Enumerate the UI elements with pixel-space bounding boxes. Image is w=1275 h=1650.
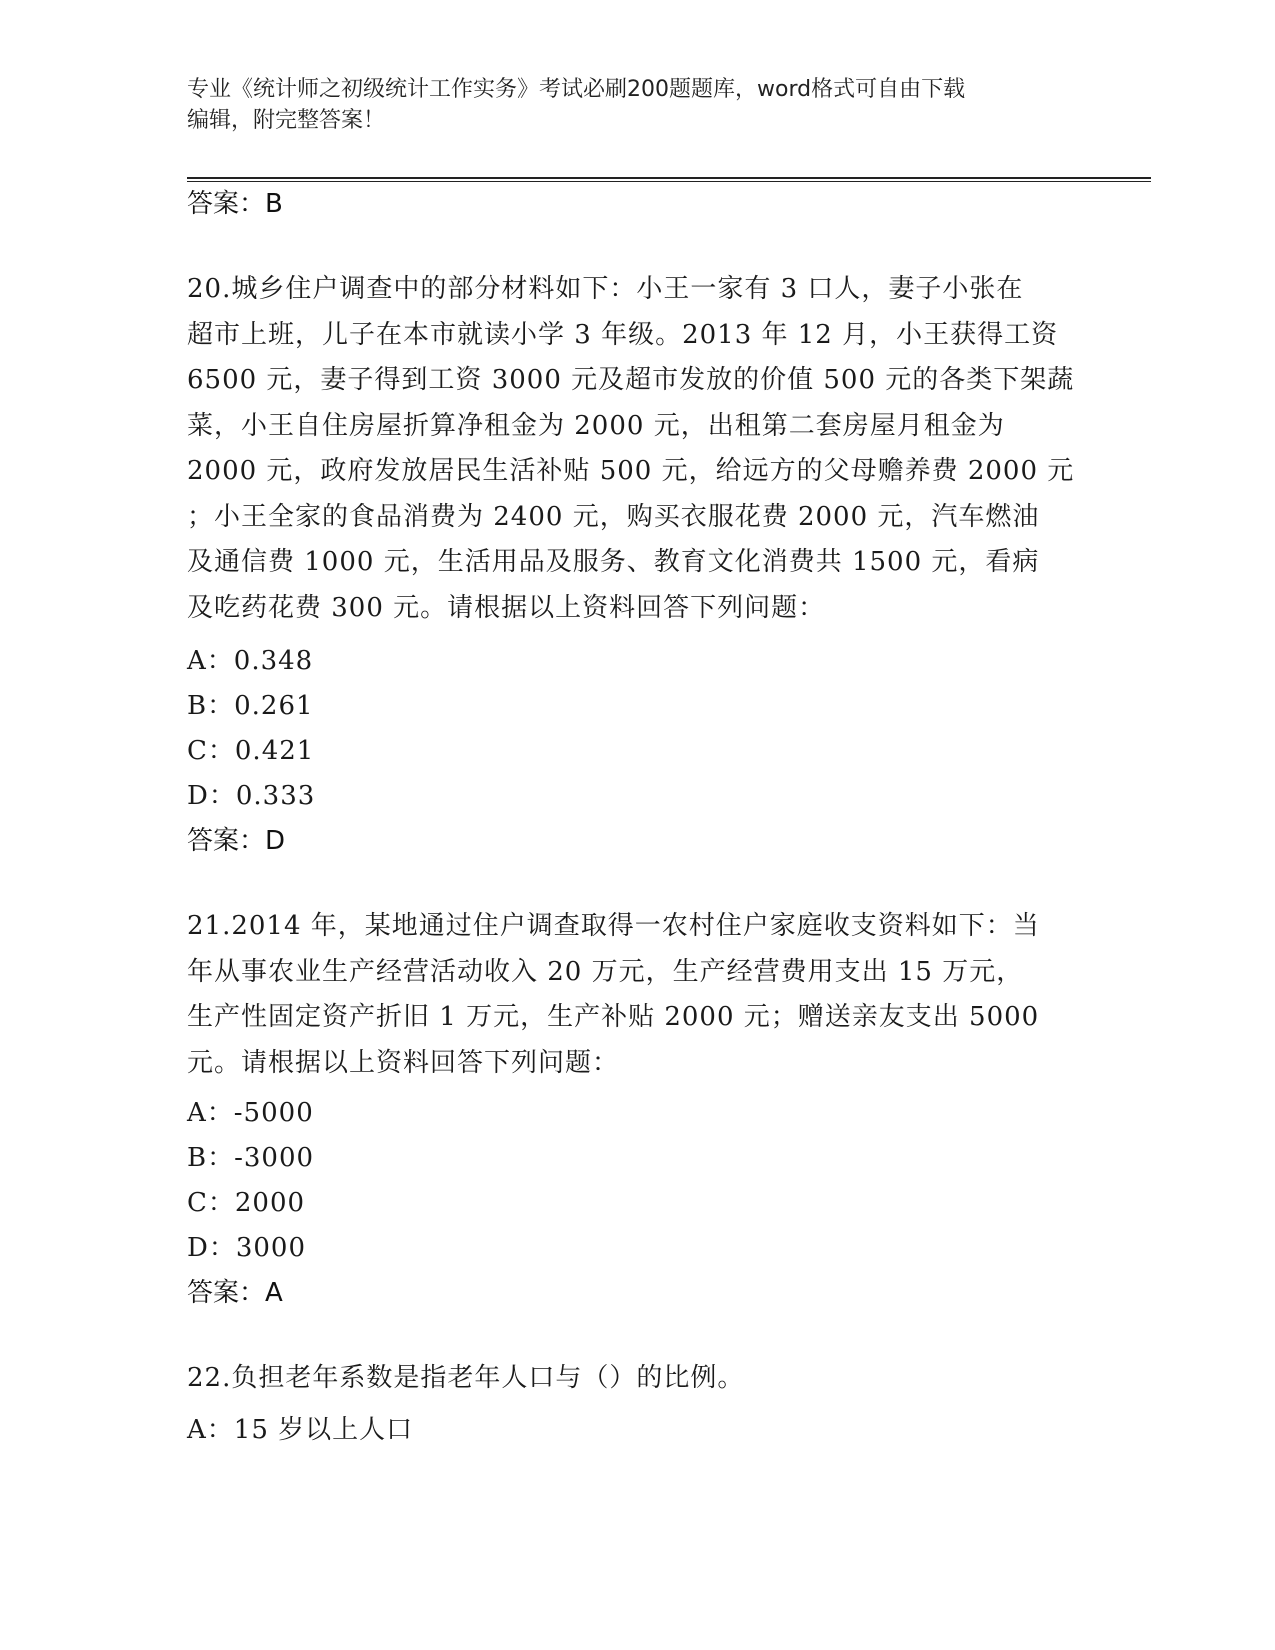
header-line-1: 专业《统计师之初级统计工作实务》考试必刷200题题库，word格式可自由下载 xyxy=(187,77,966,102)
question-21-line: 21.2014 年，某地通过住户调查取得一农村住户家庭收支资料如下：当 xyxy=(187,911,1040,941)
question-20-line: 20.城乡住户调查中的部分材料如下：小王一家有 3 口人，妻子小张在 xyxy=(187,274,1024,304)
q21-answer: 答案：A xyxy=(187,1278,283,1308)
question-21-line: 生产性固定资产折旧 1 万元，生产补贴 2000 元；赠送亲友支出 5000 xyxy=(187,1002,1040,1032)
q21-option-b: B：-3000 xyxy=(187,1143,315,1173)
question-21 xyxy=(187,904,1087,1086)
q21-option-a: A：-5000 xyxy=(187,1098,314,1128)
q20-answer: 答案：D xyxy=(187,826,286,856)
q22-option-a: A：15 岁以上人口 xyxy=(187,1415,414,1445)
question-21-line: 年从事农业生产经营活动收入 20 万元，生产经营费用支出 15 万元， xyxy=(187,956,1024,987)
q20-option-d: D：0.333 xyxy=(187,781,316,811)
q21-option-d: D：3000 xyxy=(187,1233,307,1263)
question-20-line: 超市上班，儿子在本市就读小学 3 年级。2013 年 12 月，小王获得工资 xyxy=(187,319,1059,350)
question-20-line: 菜，小王自住房屋折算净租金为 2000 元，出租第二套房屋月租金为 xyxy=(187,410,1005,441)
q20-option-c: C：0.421 xyxy=(187,736,315,766)
question-20-line: ；小王全家的食品消费为 2400 元，购买衣服花费 2000 元，汽车燃油 xyxy=(187,501,1040,532)
header-line-2: 编辑，附完整答案！ xyxy=(187,108,386,133)
question-20 xyxy=(187,267,1087,631)
header-divider-thin xyxy=(187,181,1151,182)
question-21-line: 元。请根据以上资料回答下列问题： xyxy=(187,1047,620,1078)
q21-option-c: C：2000 xyxy=(187,1188,306,1218)
q20-option-a: A：0.348 xyxy=(187,646,314,676)
q20-option-b: B：0.261 xyxy=(187,691,314,721)
header-divider-thick xyxy=(187,177,1151,179)
question-20-line: 及吃药花费 300 元。请根据以上资料回答下列问题： xyxy=(187,592,826,623)
question-22-line: 22.负担老年系数是指老年人口与（）的比例。 xyxy=(187,1363,745,1393)
question-20-line: 2000 元，政府发放居民生活补贴 500 元，给远方的父母赡养费 2000 元 xyxy=(187,456,1075,486)
question-20-line: 6500 元，妻子得到工资 3000 元及超市发放的价值 500 元的各类下架蔬 xyxy=(187,365,1075,395)
question-22 xyxy=(187,1356,1087,1402)
page-header xyxy=(187,74,1087,136)
answer-previous-question: 答案：B xyxy=(187,189,283,219)
question-20-line: 及通信费 1000 元，生活用品及服务、教育文化消费共 1500 元，看病 xyxy=(187,547,1040,577)
